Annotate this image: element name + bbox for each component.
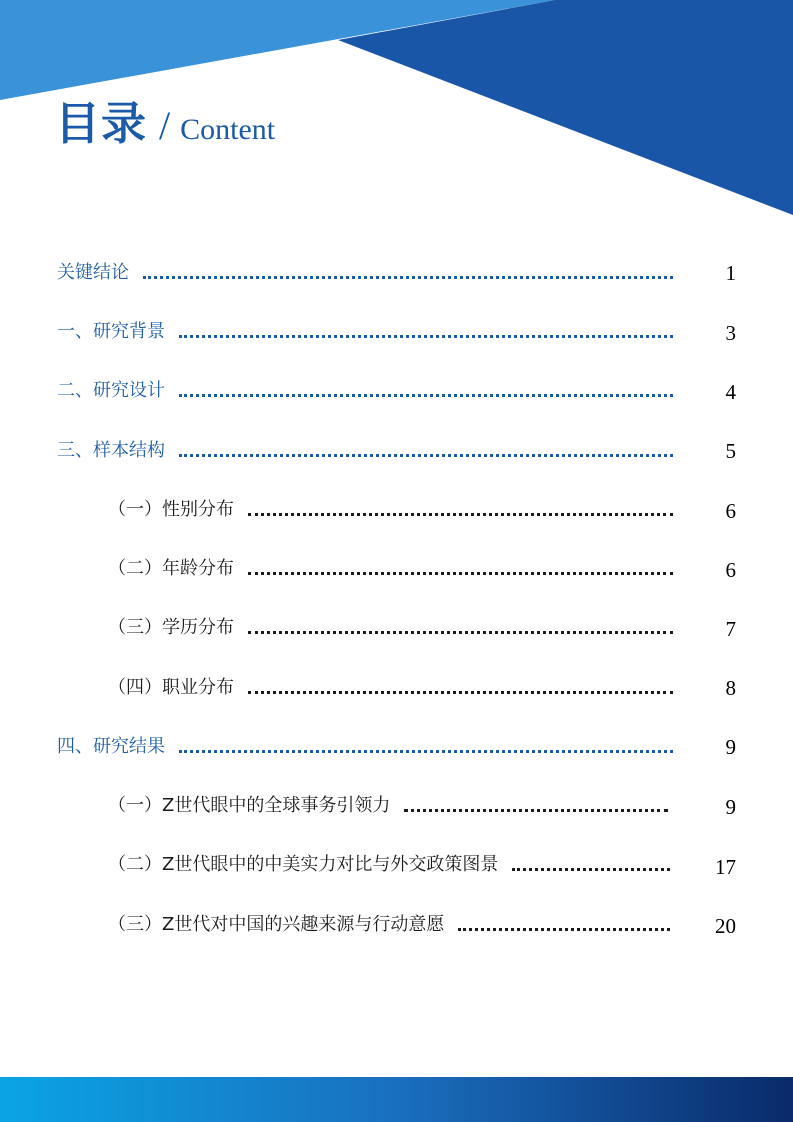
- toc-entry-page: 6: [725, 499, 736, 523]
- toc-entry-label: 三、样本结构: [57, 440, 165, 461]
- toc-leader-dots: [248, 631, 673, 634]
- toc-entry-label: （三）学历分布: [108, 617, 234, 638]
- toc-leader-dots: [179, 750, 673, 753]
- toc-entry-label: （三）Z世代对中国的兴趣来源与行动意愿: [108, 914, 445, 935]
- toc-entry[interactable]: [57, 373, 673, 403]
- toc-entry-page: 9: [725, 795, 736, 819]
- toc-entry[interactable]: [57, 433, 673, 463]
- title-subtitle: Content: [180, 113, 276, 146]
- toc-entry[interactable]: [108, 907, 670, 937]
- toc-entry-page: 20: [715, 914, 736, 938]
- toc-entry[interactable]: [57, 729, 673, 759]
- header-dark-band: [338, 0, 793, 215]
- toc-entry[interactable]: [108, 551, 673, 581]
- toc-entry-label: （二）Z世代眼中的中美实力对比与外交政策图景: [108, 854, 499, 875]
- toc-leader-dots: [179, 394, 673, 397]
- toc-entry-label: （四）职业分布: [108, 677, 234, 698]
- toc-leader-dots: [143, 276, 673, 279]
- toc-entry-label: 四、研究结果: [57, 736, 165, 757]
- title-main: 目录: [55, 97, 148, 150]
- toc-leader-dots: [458, 928, 670, 931]
- toc-entry-page: 17: [715, 855, 736, 879]
- toc-entry[interactable]: [108, 492, 673, 522]
- toc-entry-label: （一）Z世代眼中的全球事务引领力: [108, 795, 391, 816]
- toc-entry[interactable]: [108, 670, 673, 700]
- page-title: [55, 97, 276, 150]
- toc-entry[interactable]: [108, 610, 673, 640]
- toc-leader-dots: [512, 868, 670, 871]
- toc-leader-dots: [248, 572, 673, 575]
- toc-entry-page: 3: [725, 321, 736, 345]
- toc-entry[interactable]: [108, 788, 668, 818]
- title-separator: /: [159, 103, 171, 148]
- toc-entry-page: 4: [725, 380, 736, 404]
- footer-gradient-bar: [0, 1077, 793, 1122]
- toc-entry-label: 一、研究背景: [57, 321, 165, 342]
- toc-entry-page: 1: [725, 261, 736, 285]
- toc-entry-page: 6: [725, 558, 736, 582]
- toc-entry-page: 9: [725, 735, 736, 759]
- toc-leader-dots: [404, 809, 668, 812]
- toc-leader-dots: [248, 691, 673, 694]
- toc-entry-label: 二、研究设计: [57, 380, 165, 401]
- toc-leader-dots: [179, 335, 673, 338]
- toc-entry[interactable]: [108, 847, 670, 877]
- toc-entry[interactable]: [57, 314, 673, 344]
- toc-entry-page: 5: [725, 439, 736, 463]
- toc-entry-label: 关键结论: [57, 262, 129, 283]
- toc-entry-label: （二）年龄分布: [108, 558, 234, 579]
- toc-entry[interactable]: [57, 255, 673, 285]
- toc-entry-label: （一）性别分布: [108, 499, 234, 520]
- toc-leader-dots: [179, 454, 673, 457]
- toc-entry-page: 8: [725, 676, 736, 700]
- toc-leader-dots: [248, 513, 673, 516]
- toc-entry-page: 7: [725, 617, 736, 641]
